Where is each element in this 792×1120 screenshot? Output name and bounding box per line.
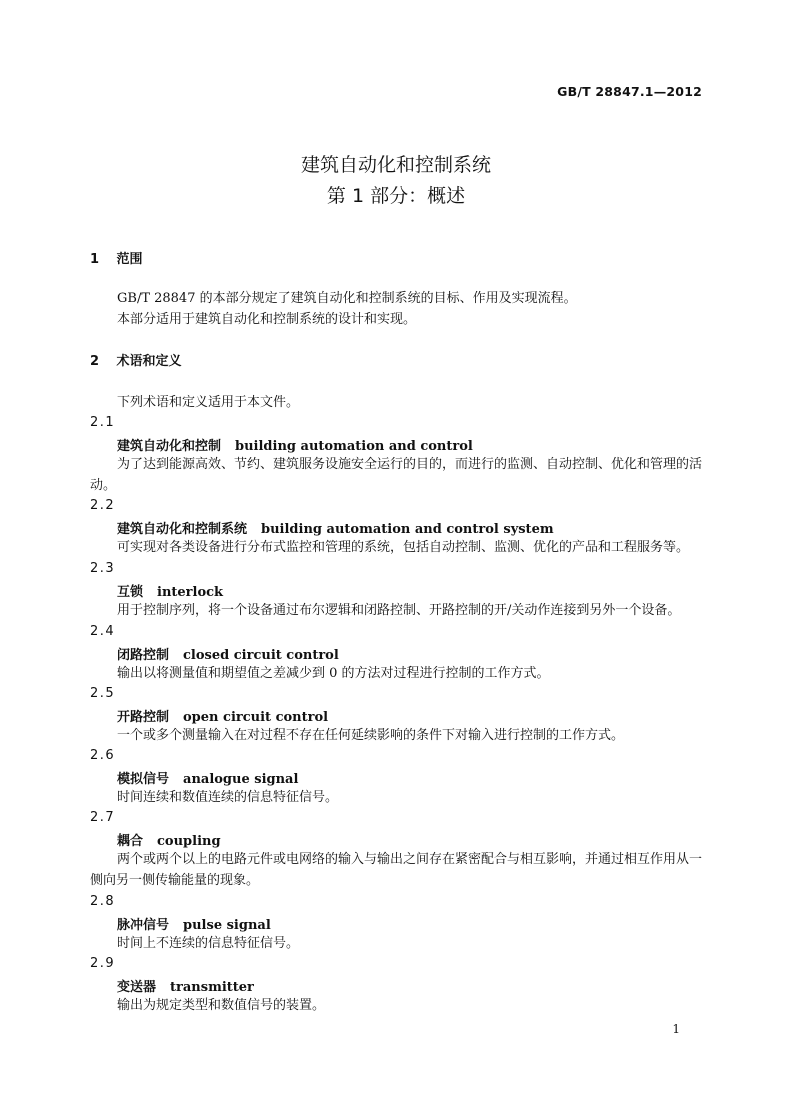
term-zh: 闭路控制 bbox=[117, 648, 170, 663]
term-entry bbox=[117, 435, 473, 454]
term-definition: 两个或两个以上的电路元件或电网络的输入与输出之间存在紧密配合与相互影响，并通过相互作用从一侧向另一侧传输能量的现象。 bbox=[90, 852, 703, 888]
term-definition: 时间上不连续的信息特征信号。 bbox=[117, 936, 300, 951]
term-definition: 为了达到能源高效、节约、建筑服务设施安全运行的目的，而进行的监测、自动控制、优化和管理的活动。 bbox=[90, 457, 703, 493]
term-entry bbox=[117, 976, 254, 995]
clause-number: 2.4 bbox=[90, 624, 116, 639]
clause-number: 2.9 bbox=[90, 956, 116, 971]
term-definition: 一个或多个测量输入在对过程不存在任何延续影响的条件下对输入进行控制的工作方式。 bbox=[117, 728, 625, 743]
section-number: 1 bbox=[90, 252, 100, 267]
page-number: 1 bbox=[672, 1022, 680, 1036]
term-entry bbox=[117, 768, 298, 787]
term-definition: 用于控制序列，将一个设备通过布尔逻辑和闭路控制、开路控制的开/关动作连接到另外一个设备。 bbox=[117, 603, 681, 618]
term-definition: 可实现对各类设备进行分布式监控和管理的系统，包括自动控制、监测、优化的产品和工程服务等。 bbox=[117, 540, 690, 555]
document-title: 建筑自动化和控制系统 bbox=[300, 154, 491, 176]
term-definition: 输出以将测量值和期望值之差减少到 0 的方法对过程进行控制的工作方式。 bbox=[117, 666, 550, 681]
term-zh: 互锁 bbox=[117, 585, 144, 600]
section-heading-terms bbox=[90, 350, 182, 369]
term-definition: 输出为规定类型和数值信号的装置。 bbox=[117, 998, 326, 1013]
term-entry bbox=[117, 518, 554, 537]
paragraph: GB/T 28847 的本部分规定了建筑自动化和控制系统的目标、作用及实现流程。 bbox=[117, 291, 577, 306]
clause-number: 2.7 bbox=[90, 810, 116, 825]
clause-number: 2.5 bbox=[90, 686, 116, 701]
term-definition: 时间连续和数值连续的信息特征信号。 bbox=[117, 790, 339, 805]
clause-number: 2.8 bbox=[90, 894, 116, 909]
clause-number: 2.1 bbox=[90, 415, 116, 430]
term-en: coupling bbox=[157, 834, 221, 849]
term-en: transmitter bbox=[170, 980, 254, 995]
section-number: 2 bbox=[90, 354, 100, 369]
term-en: closed circuit control bbox=[183, 648, 339, 663]
term-zh: 模拟信号 bbox=[117, 772, 170, 787]
term-en: analogue signal bbox=[183, 772, 299, 787]
term-zh: 脉冲信号 bbox=[117, 918, 170, 933]
clause-number: 2.3 bbox=[90, 561, 116, 576]
term-en: open circuit control bbox=[183, 710, 329, 725]
term-zh: 建筑自动化和控制 bbox=[117, 439, 222, 454]
term-zh: 变送器 bbox=[117, 980, 157, 995]
section-title: 术语和定义 bbox=[116, 354, 182, 369]
document-subtitle: 第 1 部分：概述 bbox=[326, 185, 466, 207]
standard-code: GB/T 28847.1—2012 bbox=[557, 84, 702, 99]
term-zh: 建筑自动化和控制系统 bbox=[117, 522, 248, 537]
term-en: building automation and control system bbox=[261, 522, 554, 537]
term-en: building automation and control bbox=[235, 439, 473, 454]
paragraph: 下列术语和定义适用于本文件。 bbox=[117, 395, 300, 410]
term-entry bbox=[117, 830, 221, 849]
term-zh: 开路控制 bbox=[117, 710, 170, 725]
term-en: interlock bbox=[157, 585, 224, 600]
section-title: 范围 bbox=[116, 252, 143, 267]
clause-number: 2.2 bbox=[90, 498, 116, 513]
term-en: pulse signal bbox=[183, 918, 271, 933]
term-entry bbox=[117, 914, 271, 933]
clause-number: 2.6 bbox=[90, 748, 116, 763]
term-entry bbox=[117, 581, 223, 600]
section-heading-scope bbox=[90, 248, 143, 267]
term-entry bbox=[117, 706, 328, 725]
term-entry bbox=[117, 644, 339, 663]
term-zh: 耦合 bbox=[117, 834, 144, 849]
paragraph: 本部分适用于建筑自动化和控制系统的设计和实现。 bbox=[117, 312, 417, 327]
